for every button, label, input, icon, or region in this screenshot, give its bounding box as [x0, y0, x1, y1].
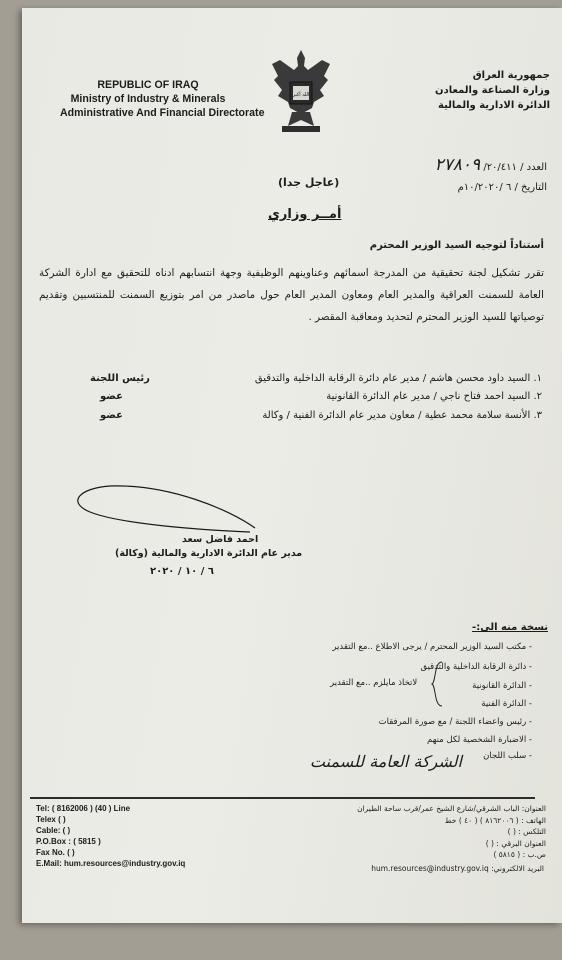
- number-label: العدد / ٢٠/٤١١/: [483, 162, 547, 173]
- copy-to-item: - رئيس واعضاء اللجنة / مع صورة المرفقات: [378, 717, 532, 727]
- member-role: عضو: [100, 410, 123, 421]
- brace-icon: [430, 660, 444, 708]
- copy-group-note: لاتخاذ مايلزم ..مع التقدير: [330, 678, 418, 688]
- footer-en-line: Tel: ( 8162006 ) (40 ) Line: [36, 804, 131, 813]
- footer-contact-ar: [357, 803, 546, 861]
- signatory-title: مدير عام الدائرة الادارية والمالية (وكالة): [115, 548, 303, 559]
- member-number: ٣.: [533, 410, 542, 421]
- copy-to-item: - الدائرة القانونية: [472, 681, 532, 691]
- urgent-label: (عاجل جدا): [278, 176, 340, 189]
- order-body: تقرر تشكيل لجنة تحقيقية من المدرجة اسمائهم وعناوينهم الوظيفية وجهة انتسابهم ادناه للتحقيق مع ادارة الشركة العامة للسمنت العراقية والمدير العام ومعاون المدير العام حول ماصدر من امر بتوزيع السمنت للمنتسبين وتقديم توصياتها للسيد الوزير المحترم لتحديد ومعاقبة المقصر .: [39, 267, 544, 323]
- footer-en-line: P.O.Box : ( 5815 ): [36, 837, 101, 846]
- document-number: [434, 155, 547, 178]
- arabic-letterhead: [420, 68, 550, 113]
- document-date: التاريخ / ٦ /١٠/٢٠٢٠م: [457, 182, 547, 193]
- copy-to-heading: نسخة منه الى:-: [472, 622, 548, 633]
- handwritten-note: الشركة العامة للسمنت: [309, 752, 462, 771]
- header-en-line: Administrative And Financial Directorate: [60, 107, 265, 119]
- member-number: ١.: [533, 373, 542, 384]
- copy-to-item: - الدائرة الفنية: [481, 699, 532, 709]
- copy-to-item: - الاضبارة الشخصية لكل منهم: [427, 735, 532, 745]
- copy-to-item: - مكتب السيد الوزير المحترم / يرجى الاطلاع ..مع التقدير: [332, 642, 532, 652]
- footer-divider: [30, 797, 535, 799]
- reference-line: أستناداً لتوجيه السيد الوزير المحترم: [369, 240, 544, 251]
- header-ar-line: وزارة الصناعة والمعادن: [435, 85, 550, 96]
- member-role: رئيس اللجنة: [90, 373, 150, 384]
- member-role: عضو: [100, 391, 123, 402]
- member-text: السيد داود محسن هاشم / مدير عام دائرة الرقابة الداخلية والتدقيق: [254, 373, 531, 384]
- footer-email-en: E.Mail: hum.resources@industry.gov.iq: [36, 859, 186, 868]
- signature-date: ٦ / ١٠ / ٢٠٢٠: [150, 566, 214, 577]
- footer-en-line: Cable: ( ): [36, 826, 71, 835]
- member-number: ٢.: [533, 391, 542, 402]
- footer-en-line: Fax No. ( ): [36, 848, 75, 857]
- footer-ar-line: العنوان: الباب الشرقي/شارع الشيخ عمر/قرب ساحة الطيران: [357, 804, 546, 813]
- footer-ar-line: العنوان البرقي : ( ): [485, 838, 546, 848]
- footer-email-ar: البريد الالكتروني: hum.resources@industry.gov.iq: [371, 864, 544, 873]
- footer-en-line: Telex ( ): [36, 815, 66, 824]
- emblem-text: الله أكبر: [292, 92, 310, 98]
- member-text: السيد احمد فتاح ناجي / مدير عام الدائرة القانونية: [326, 391, 531, 402]
- header-ar-line: جمهورية العراق: [472, 70, 550, 81]
- footer-ar-line: التلكس : ( ): [507, 827, 546, 836]
- header-en-line: REPUBLIC OF IRAQ: [97, 79, 199, 91]
- english-letterhead: [60, 78, 265, 120]
- footer-ar-line: الهاتف : ( ٨١٦٢٠٠٦ ) ( ٤٠ ) خط: [444, 815, 546, 825]
- footer-ar-line: ص.ب : ( ٥٨١٥ ): [493, 850, 546, 859]
- committee-member: [262, 410, 542, 421]
- eagle-emblem-icon: [268, 46, 334, 138]
- footer-contact-en: [36, 803, 130, 858]
- signature-scribble-icon: [60, 480, 260, 540]
- document-page: [22, 8, 562, 923]
- committee-member: [255, 373, 542, 384]
- copy-to-item: - دائرة الرقابة الداخلية والتدقيق: [420, 662, 532, 672]
- member-text: الأنسة سلامة محمد عطية / معاون مدير عام الدائرة الفنية / وكالة: [262, 410, 531, 421]
- number-handwritten: ٢٧٨٠٩: [434, 155, 481, 175]
- copy-to-item: - سلب اللجان: [483, 751, 532, 761]
- signatory-name: احمد فاضل سعد: [182, 534, 259, 545]
- reference-block: [434, 155, 547, 198]
- order-title: أمــر وزاري: [268, 207, 342, 222]
- header-en-line: Ministry of Industry & Minerals: [70, 93, 226, 105]
- committee-member: [326, 391, 542, 402]
- header-ar-line: الدائرة الادارية والمالية: [438, 100, 550, 111]
